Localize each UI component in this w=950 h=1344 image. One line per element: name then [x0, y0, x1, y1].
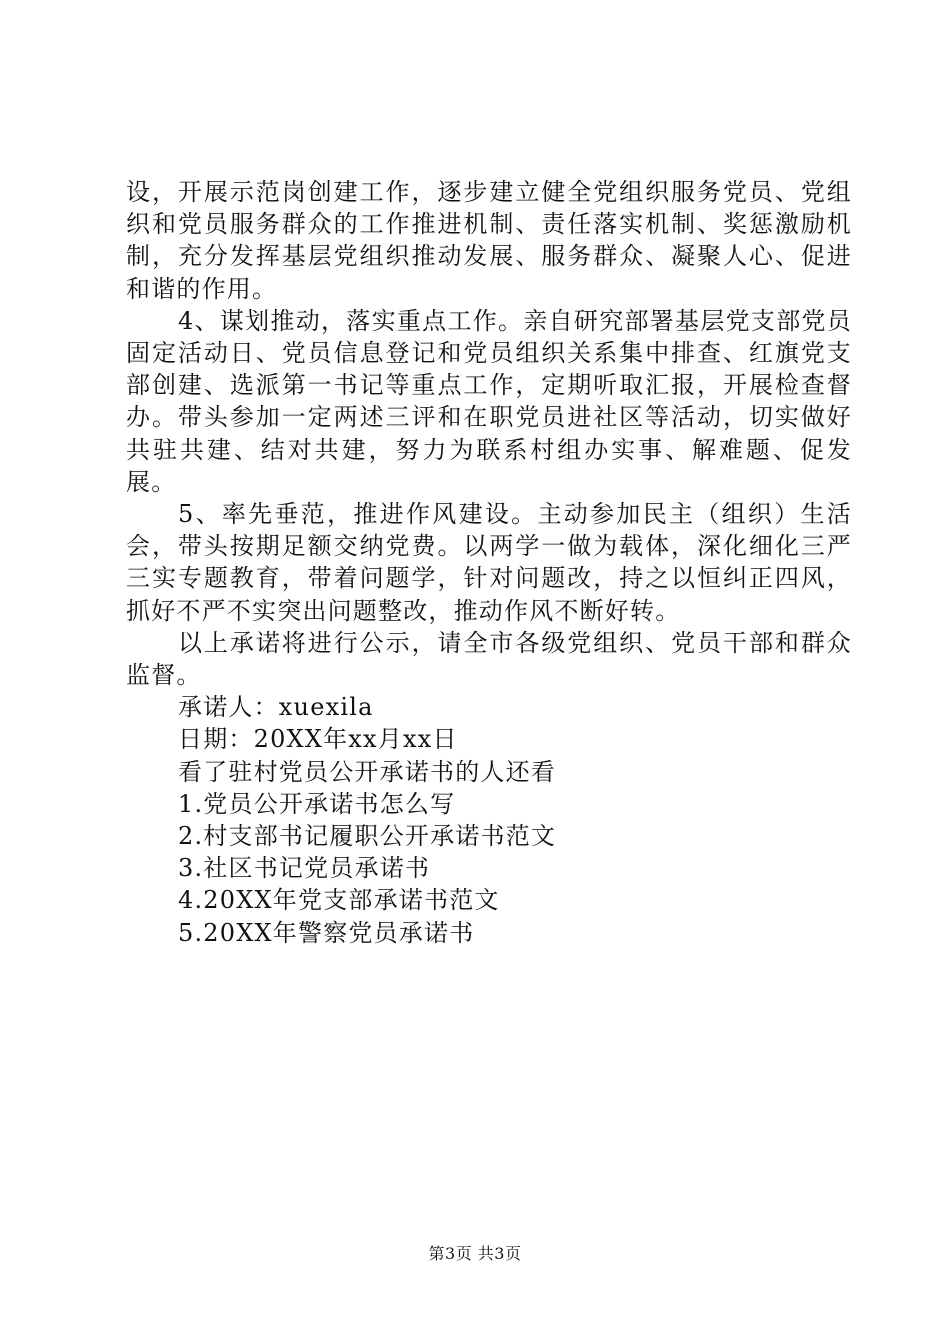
related-list [126, 788, 852, 949]
paragraph-public-notice: 以上承诺将进行公示，请全市各级党组织、党员干部和群众监督。 [126, 628, 852, 690]
paragraph-item-4: 4、谋划推动，落实重点工作。亲自研究部署基层党支部党员固定活动日、党员信息登记和党员组织关系集中排查、红旗党支部创建、选派第一书记等重点工作，定期听取汇报，开展检查督办。带头参加一定两述三评和在职党员进社区等活动，切实做好共驻共建、结对共建，努力为联系村组办实事、解难题、促发展。 [126, 306, 852, 496]
document-body [126, 176, 852, 949]
related-link-2[interactable]: 2.村支部书记履职公开承诺书范文 [178, 822, 557, 851]
related-link-3[interactable]: 3.社区书记党员承诺书 [178, 854, 431, 883]
related-link-1[interactable]: 1.党员公开承诺书怎么写 [178, 789, 456, 818]
signer-line: 承诺人：xuexila [178, 693, 374, 722]
page-footer: 第3页 共3页 [428, 1244, 522, 1263]
related-link-4[interactable]: 4.20XX年党支部承诺书范文 [178, 886, 500, 915]
related-heading: 看了驻村党员公开承诺书的人还看 [178, 757, 556, 786]
paragraph-continuation: 设，开展示范岗创建工作，逐步建立健全党组织服务党员、党组织和党员服务群众的工作推进机制、责任落实机制、奖惩激励机制，充分发挥基层党组织推动发展、服务群众、凝聚人心、促进和谐的作用。 [126, 178, 852, 303]
paragraph-item-5: 5、率先垂范，推进作风建设。主动参加民主（组织）生活会，带头按期足额交纳党费。以两学一做为载体，深化细化三严三实专题教育，带着问题学，针对问题改，持之以恒纠正四风，抓好不严不实突出问题整改，推动作风不断好转。 [126, 500, 852, 625]
date-line: 日期：20XX年xx月xx日 [178, 725, 458, 754]
related-link-5[interactable]: 5.20XX年警察党员承诺书 [178, 918, 475, 947]
